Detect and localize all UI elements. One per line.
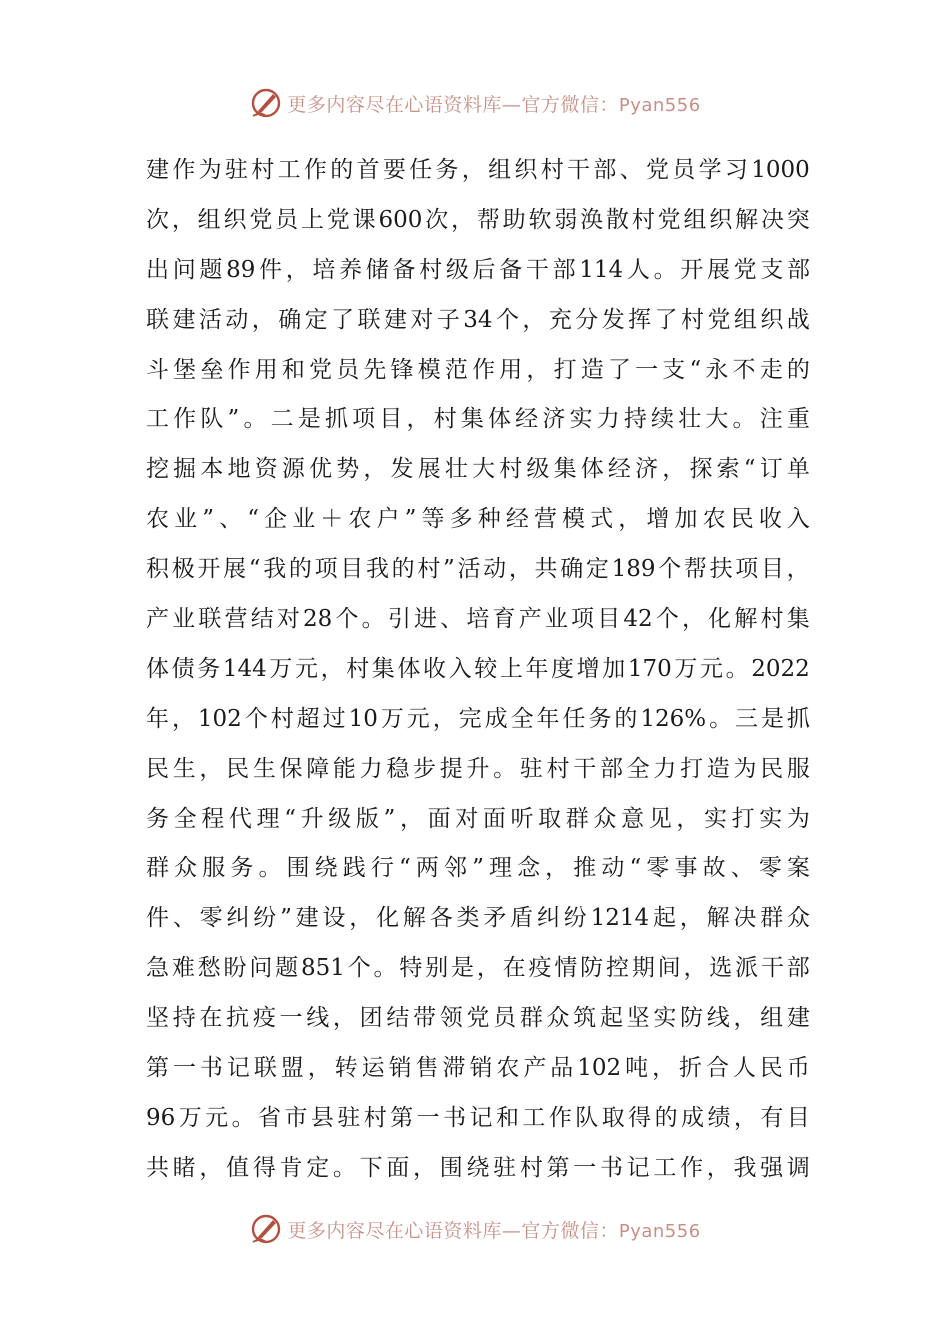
body-text-line: 急 难 愁 盼 问 题 851 个 。 特 别 是 ， 在 疫 情 防 控 期 间 ， 选 派 干 部 [146, 955, 810, 982]
footer-watermark-text [287, 1216, 700, 1243]
header-watermark-banner [0, 83, 950, 123]
body-text-line: 工 作 队 ” 。 二 是 抓 项 目 ， 村 集 体 经 济 实 力 持 续 壮 大 。 注 重 [146, 406, 810, 433]
body-text-line: 年 ， 102 个 村 超 过 10 万 元 ， 完 成 全 年 任 务 的 126% 。 三 是 抓 [146, 705, 810, 732]
body-text-line: 次 ， 组 织 党 员 上 党 课 600 次 ， 帮 助 软 弱 涣 散 村 党 组 织 解 决 突 [146, 206, 810, 233]
body-text-line: 民 生 ， 民 生 保 障 能 力 稳 步 提 升 。 驻 村 干 部 全 力 打 造 为 民 服 [146, 755, 810, 782]
body-text-line: 体 债 务 144 万 元 ， 村 集 体 收 入 较 上 年 度 增 加 170 万 元 。 2022 [146, 655, 810, 682]
body-text-line: 产 业 联 营 结 对 28 个 。 引 进 、 培 育 产 业 项 目 42 个 ， 化 解 村 集 [146, 606, 810, 633]
body-text-line: 积 极 开 展 “ 我 的 项 目 我 的 村 ” 活 动 ， 共 确 定 189 个 帮 扶 项 目 ， [146, 556, 810, 583]
body-text-line: 出 问 题 89 件 ， 培 养 储 备 村 级 后 备 干 部 114 人 。 开 展 党 支 部 [146, 256, 810, 283]
footer-site-text: 更多内容尽在心语资料库—官方微信： [287, 1219, 619, 1242]
pen-logo-icon [249, 1212, 283, 1246]
body-text-line: 建 作 为 驻 村 工 作 的 首 要 任 务 ， 组 织 村 干 部 、 党 员 学 习 1000 [146, 157, 810, 183]
body-text-line: 第 一 书 记 联 盟 ， 转 运 销 售 滞 销 农 产 品 102 吨 ， 折 合 人 民 币 [146, 1055, 810, 1082]
pen-logo-icon [249, 86, 283, 120]
body-text-line: 件 、 零 纠 纷 ” 建 设 ， 化 解 各 类 矛 盾 纠 纷 1214 起 ， 解 决 群 众 [146, 905, 810, 932]
header-site-text: 更多内容尽在心语资料库—官方微信： [287, 93, 619, 116]
header-watermark-text [287, 90, 700, 117]
body-text-line: 群 众 服 务 。 围 绕 践 行 “ 两 邻 ” 理 念 ， 推 动 “ 零 事 故 、 零 案 [146, 855, 810, 882]
header-wechat-id: Pyan556 [618, 94, 701, 116]
footer-wechat-id: Pyan556 [618, 1220, 701, 1242]
body-text-line: 96 万 元 。 省 市 县 驻 村 第 一 书 记 和 工 作 队 取 得 的 成 绩 ， 有 目 [146, 1104, 810, 1131]
document-body [146, 148, 810, 1196]
body-text-line: 挖 掘 本 地 资 源 优 势 ， 发 展 壮 大 村 级 集 体 经 济 ， 探 索 “ 订 单 [146, 456, 810, 483]
body-text-line: 农 业 ” 、 “ 企 业 ＋ 农 户 ” 等 多 种 经 营 模 式 ， 增 加 农 民 收 入 [146, 506, 810, 533]
footer-watermark-banner [0, 1209, 950, 1249]
body-text-line: 坚 持 在 抗 疫 一 线 ， 团 结 带 领 党 员 群 众 筑 起 坚 实 防 线 ， 组 建 [146, 1005, 810, 1032]
body-text-line: 联 建 活 动 ， 确 定 了 联 建 对 子 34 个 ， 充 分 发 挥 了 村 党 组 织 战 [146, 306, 810, 333]
body-text-line: 务 全 程 代 理 “ 升 级 版 ” ， 面 对 面 听 取 群 众 意 见 ， 实 打 实 为 [146, 805, 810, 832]
body-text-line: 共 睹 ， 值 得 肯 定 。 下 面 ， 围 绕 驻 村 第 一 书 记 工 作 ， 我 强 调 [146, 1154, 810, 1181]
body-text-line: 斗 堡 垒 作 用 和 党 员 先 锋 模 范 作 用 ， 打 造 了 一 支 “ 永 不 走 的 [146, 356, 810, 383]
